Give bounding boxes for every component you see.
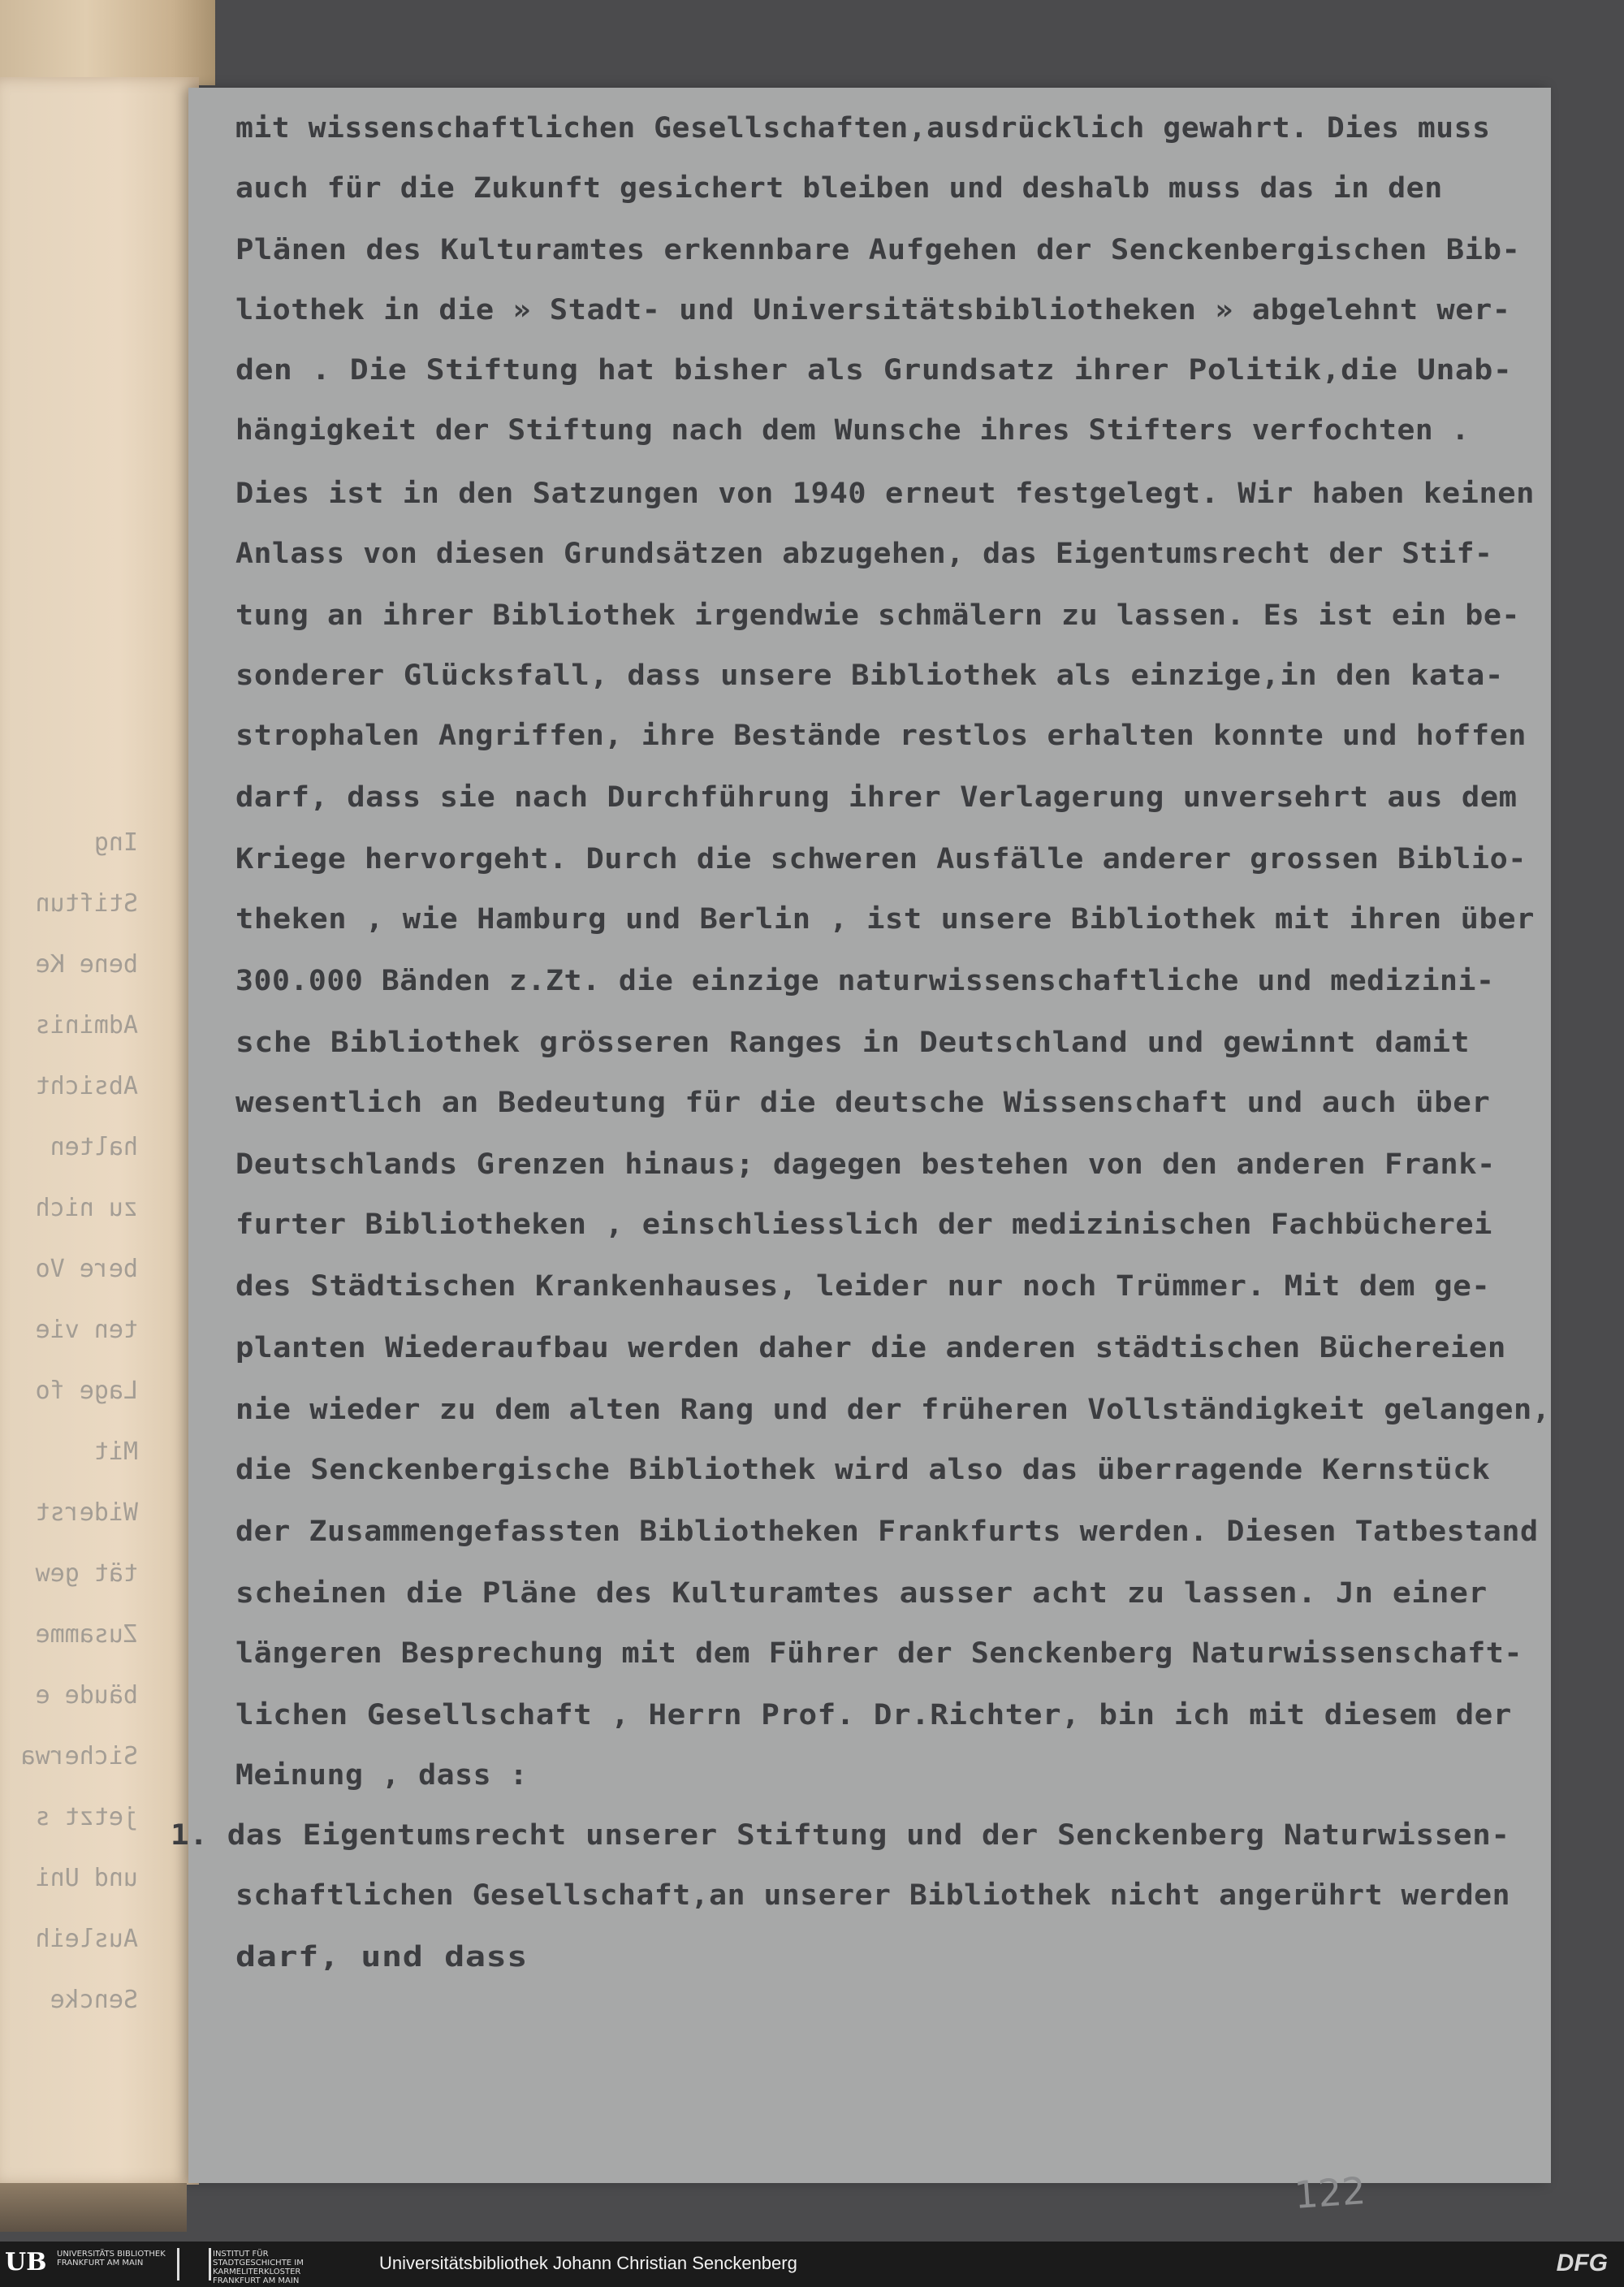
library-name: Universitätsbibliothek Johann Christian Senckenberg [379,2253,797,2273]
left-page-edge-bottom [0,2183,187,2232]
institute-logo-icon [177,2248,211,2281]
bleed-through-fragment: Mit [93,1437,138,1466]
bleed-through-fragment: ten vie [35,1316,138,1344]
text-line: schaftlichen Gesellschaft,an unserer Bibliothek nicht angerührt werden [235,1879,1511,1912]
bleed-through-fragment: Sicherwa [20,1742,138,1770]
institute-name: INSTITUT FÜR STADTGESCHICHTE IM KARMELITERKLOSTER FRANKFURT AM MAIN [213,2250,304,2285]
bleed-through-fragment: Lage fo [35,1377,138,1405]
page-number: 122 [1293,2168,1367,2217]
text-line: darf, dass sie nach Durchführung ihrer Verlagerung unversehrt aus dem [235,781,1518,814]
text-line: theken , wie Hamburg und Berlin , ist unsere Bibliothek mit ihren über [235,903,1535,936]
text-line: 300.000 Bänden z.Zt. die einzige naturwissenschaftliche und medizini- [235,965,1495,997]
text-line: strophalen Angriffen, ihre Bestände restlos erhalten konnte und hoffen [235,720,1527,752]
text-line: Meinung , dass : [235,1759,529,1792]
bleed-through-fragment: Absicht [35,1072,138,1100]
bleed-through-fragment: bene Ke [35,950,138,979]
text-line: mit wissenschaftlichen Gesellschaften,ausdrücklich gewahrt. Dies muss [235,112,1491,145]
ub-subtitle: UNIVERSITÄTS BIBLIOTHEK FRANKFURT AM MAIN [57,2250,166,2268]
text-line: die Senckenbergische Bibliothek wird also das überragende Kernstück [235,1454,1491,1486]
text-line: längeren Besprechung mit dem Führer der Senckenberg Naturwissenschaft- [235,1637,1523,1670]
text-line: nie wieder zu dem alten Rang und der früheren Vollständigkeit gelangen, [235,1394,1551,1426]
bleed-through-fragment: Zusamme [35,1620,138,1649]
text-line: liothek in die » Stadt- und Universitätsbibliotheken » abgelehnt wer- [235,294,1511,326]
bleed-through-fragment: Widerst [35,1498,138,1527]
text-line: hängigkeit der Stiftung nach dem Wunsche ihres Stifters verfochten . [235,414,1470,447]
bleed-through-fragment: Adminis [35,1011,138,1040]
bleed-through-fragment: Ing [93,828,138,857]
text-line: sche Bibliothek grösseren Ranges in Deutschland und gewinnt damit [235,1027,1471,1059]
text-line: Deutschlands Grenzen hinaus; dagegen bestehen von den anderen Frank- [235,1148,1496,1181]
text-line: des Städtischen Krankenhauses, leider nur noch Trümmer. Mit dem ge- [235,1270,1491,1303]
ub-logo: UB [5,2248,47,2276]
footer-bar [0,2242,1624,2287]
text-line: 1. das Eigentumsrecht unserer Stiftung und der Senckenberg Naturwissen- [171,1819,1510,1852]
bleed-through-fragment: Stiftun [35,889,138,918]
text-line: scheinen die Pläne des Kulturamtes ausser acht zu lassen. Jn einer [235,1577,1488,1610]
text-line: darf, und dass [235,1941,529,1974]
text-line: sonderer Glücksfall, dass unsere Bibliothek als einzige,in den kata- [235,659,1504,692]
bleed-through-fragment: bäude e [35,1681,138,1710]
bleed-through-fragment: zu nich [35,1194,138,1222]
text-line: Kriege hervorgeht. Durch die schweren Ausfälle anderer grossen Biblio- [235,843,1527,875]
text-line: den . Die Stiftung hat bisher als Grundsatz ihrer Politik,die Unab- [235,354,1513,387]
text-line: Plänen des Kulturamtes erkennbare Aufgehen der Senckenbergischen Bib- [235,234,1521,266]
bleed-through-fragment: jetzt s [35,1803,138,1831]
bleed-through-fragment: tät gew [35,1559,138,1588]
typed-document-page [171,88,1551,2217]
text-line: Anlass von diesen Grundsätzen abzugehen, das Eigentumsrecht der Stif- [235,538,1493,570]
left-page-edge-top [0,0,215,85]
bleed-through-fragment: und Uni [35,1864,138,1892]
text-line: auch für die Zukunft gesichert bleiben und deshalb muss das in den [235,172,1443,205]
text-line: Dies ist in den Satzungen von 1940 erneut festgelegt. Wir haben keinen [235,478,1535,510]
bleed-through-fragment: bere Vo [35,1255,138,1283]
bleed-through-fragment: Sencke [50,1986,138,2014]
text-line: der Zusammengefassten Bibliotheken Frankfurts werden. Diesen Tatbestand [235,1515,1539,1548]
bleed-through-fragment: Ausleih [35,1925,138,1953]
bleed-through-fragment: halten [50,1133,138,1161]
text-line: furter Bibliotheken , einschliesslich der medizinischen Fachbücherei [235,1208,1492,1241]
text-line: tung an ihrer Bibliothek irgendwie schmälern zu lassen. Es ist ein be- [235,599,1521,632]
text-line: wesentlich an Bedeutung für die deutsche Wissenschaft und auch über [235,1087,1491,1119]
text-line: planten Wiederaufbau werden daher die anderen städtischen Büchereien [235,1332,1506,1364]
dfg-logo: DFG [1556,2250,1608,2276]
text-line: lichen Gesellschaft , Herrn Prof. Dr.Richter, bin ich mit diesem der [235,1699,1512,1731]
